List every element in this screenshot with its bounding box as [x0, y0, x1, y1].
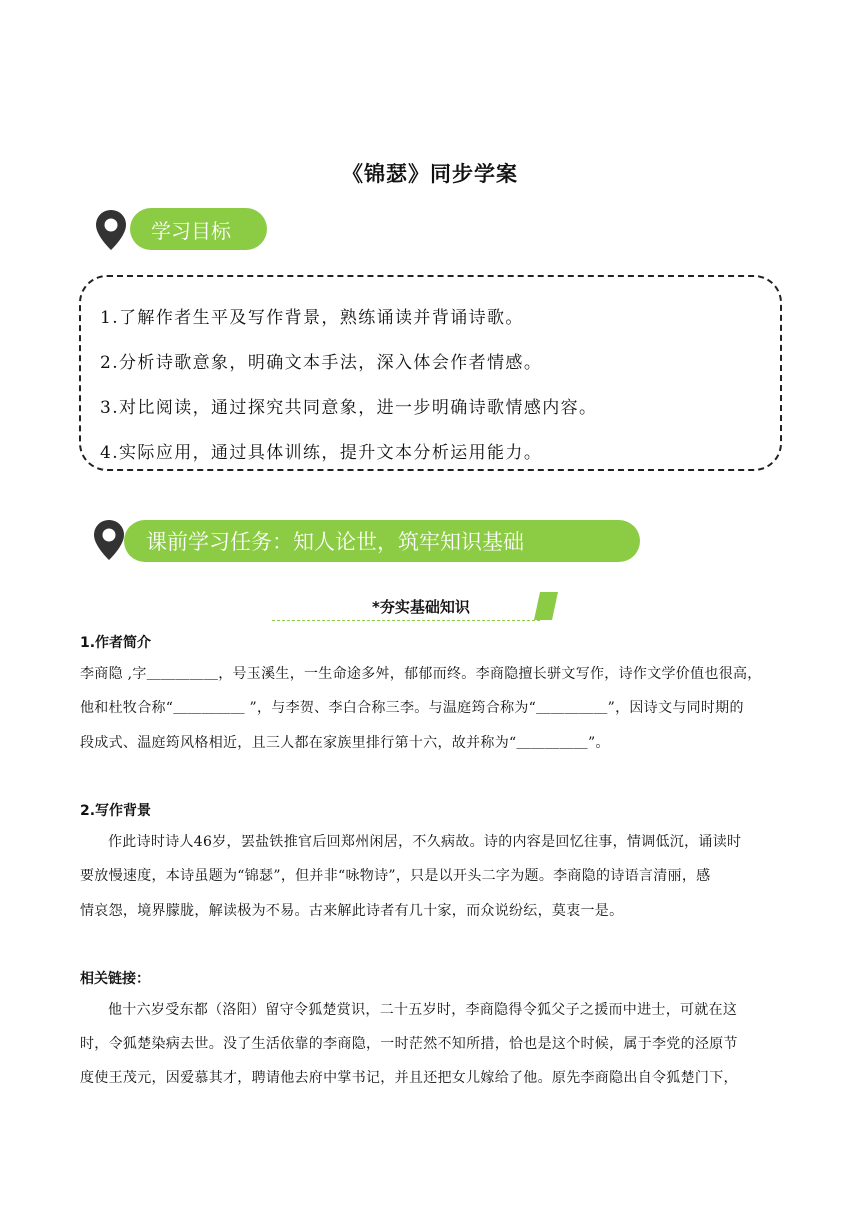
goal-item: 4.实际应用，通过具体训练，提升文本分析运用能力。	[100, 443, 543, 463]
author-line: 段成式、温庭筠风格相近，且三人都在家族里排行第十六，故并称为“＿＿＿＿＿”。	[80, 735, 610, 751]
section-label-goals: 学习目标	[130, 208, 267, 250]
page-title: 《锦瑟》同步学案	[342, 162, 518, 186]
author-line: 李商隐 ,字＿＿＿＿＿，号玉溪生，一生命途多舛，郁郁而终。李商隐擅长骈文写作，诗作文学价值也很高，	[80, 666, 762, 682]
flag-icon	[534, 590, 558, 622]
links-line: 度使王茂元，因爱慕其才，聘请他去府中掌书记，并且还把女儿嫁给了他。原先李商隐出自令狐楚门下，	[80, 1070, 738, 1086]
goal-item: 2.分析诗歌意象，明确文本手法，深入体会作者情感。	[100, 353, 543, 373]
location-pin-icon	[92, 518, 126, 562]
background-line: 作此诗时诗人46岁，罢盐铁推官后回郑州闲居，不久病故。诗的内容是回忆往事，情调低沉，诵读时	[108, 834, 742, 850]
background-line: 情哀怨，境界朦胧，解读极为不易。古来解此诗者有几十家，而众说纷纭，莫衷一是。	[80, 903, 624, 919]
background-heading: 2.写作背景	[80, 803, 152, 819]
goal-item: 1.了解作者生平及写作背景，熟练诵读并背诵诗歌。	[100, 308, 524, 328]
links-line: 时，令狐楚染病去世。没了生活依靠的李商隐，一时茫然不知所措，恰也是这个时候，属于李党的泾原节	[80, 1036, 738, 1052]
background-line: 要放慢速度，本诗虽题为“锦瑟”，但并非“咏物诗”，只是以开头二字为题。李商隐的诗语言清丽，感	[80, 868, 711, 884]
author-line: 他和杜牧合称“＿＿＿＿＿ ”，与李贺、李白合称三李。与温庭筠合称为“＿＿＿＿＿”，因诗文与同时期的	[80, 700, 744, 716]
subheading-text: *夯实基础知识	[372, 598, 470, 616]
section-label-pretask: 课前学习任务：知人论世，筑牢知识基础	[124, 520, 640, 562]
subheading	[272, 590, 562, 624]
links-line: 他十六岁受东都（洛阳）留守令狐楚赏识，二十五岁时，李商隐得令狐父子之援而中进士，可就在这	[108, 1002, 738, 1018]
dashed-underline	[272, 620, 540, 621]
author-heading: 1.作者简介	[80, 635, 152, 651]
links-heading: 相关链接：	[80, 971, 150, 987]
goal-item: 3.对比阅读，通过探究共同意象，进一步明确诗歌情感内容。	[100, 398, 598, 418]
location-pin-icon	[94, 208, 128, 252]
